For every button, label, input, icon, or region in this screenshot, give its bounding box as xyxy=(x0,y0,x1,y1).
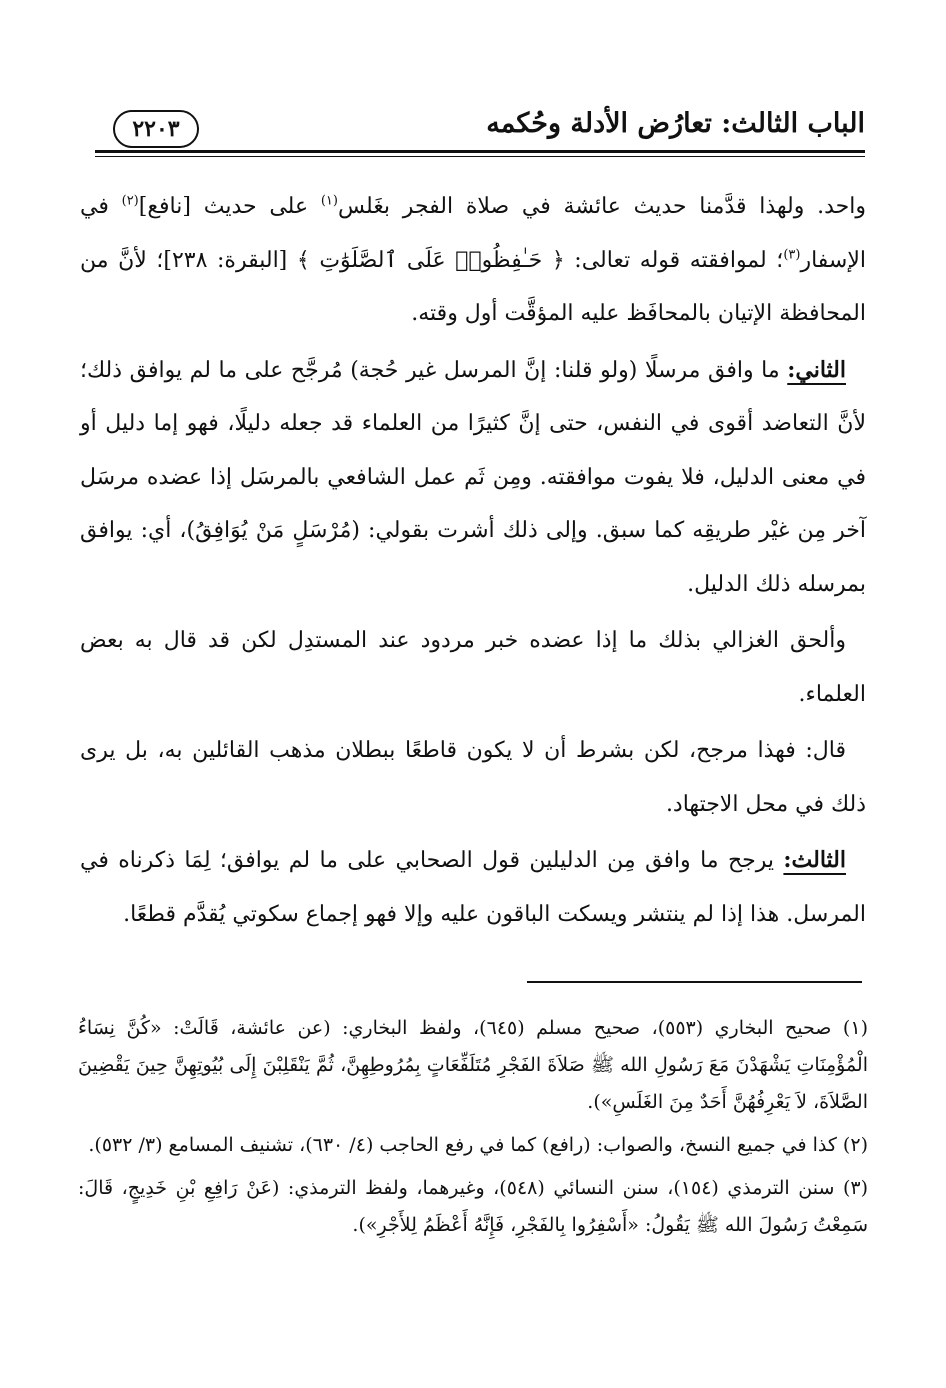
paragraph-1 xyxy=(80,180,866,341)
paragraph-4: قال: فهذا مرجح، لكن بشرط أن لا يكون قاطعًا ببطلان مذهب القائلين به، بل يرى ذلك في محل الاجتهاد. xyxy=(80,738,866,817)
main-text xyxy=(80,180,866,944)
paragraph-1-text-2: على حديث [نافع] xyxy=(138,194,321,219)
paragraph-2-lead: الثاني: xyxy=(787,356,846,383)
paragraph-1-text-1: واحد. ولهذا قدَّمنا حديث عائشة في صلاة الفجر بغَلس xyxy=(337,194,866,219)
paragraph-2 xyxy=(80,344,866,612)
chapter-title: الباب الثالث: تعارُض الأدلة وحُكمه xyxy=(486,108,865,139)
paragraph-5-text: يرجح ما وافق مِن الدليلين قول الصحابي على ما لم يوافق؛ لِمَا ذكرناه في المرسل. هذا إذا لم ينتشر ويسكت الباقون عليه وإلا فهو إجماع سكوتي يُقدَّم قطعًا. xyxy=(80,848,866,927)
paragraph-5 xyxy=(80,834,866,941)
page-header xyxy=(95,100,865,148)
page-number: ٢٢٠٣ xyxy=(113,110,199,148)
paragraph-1-text-4: ؛ لموافقته قوله تعالى: ﴿ حَـٰفِظُوا۟ عَلَى ٱلصَّلَوَٰتِ ﴾ [البقرة: ٢٣٨]؛ لأنَّ من المحافظة الإتيان بالمحافَظ عليه المؤقَّت أول وقته. xyxy=(80,247,866,326)
footnote-3: (٣) سنن الترمذي (١٥٤)، سنن النسائي (٥٤٨)، وغيرهما، ولفظ الترمذي: (عَنْ رَافِعِ بْنِ خَدِيجٍ، قَالَ: سَمِعْتُ رَسُولَ الله ﷺ يَقُولُ: «أَسْفِرُوا بِالفَجْرِ، فَإِنَّهُ أَعْظَمُ لِلأَجْرِ»). xyxy=(78,1177,869,1236)
header-rule-thick xyxy=(95,150,865,153)
footnote-separator xyxy=(527,981,862,983)
header-rule-thin xyxy=(95,156,865,157)
footnotes xyxy=(78,1010,868,1250)
footnote-marker-1: (١) xyxy=(320,193,338,209)
paragraph-3: وألحق الغزالي بذلك ما إذا عضده خبر مردود عند المستدِل لكن قد قال به بعض العلماء. xyxy=(80,628,866,707)
paragraph-1-text-3: في الإسفار xyxy=(80,194,867,273)
footnote-1: (١) صحيح البخاري (٥٥٣)، صحيح مسلم (٦٤٥)، ولفظ البخاري: (عن عائشة، قَالَتْ: «كُنَّ نِسَاءُ الْمُؤْمِنَاتِ يَشْهَدْنَ مَعَ رَسُولِ الله ﷺ صَلاَةَ الفَجْرِ مُتَلَفِّعَاتٍ بِمُرُوطِهِنَّ، ثُمَّ يَنْقَلِبْنَ إِلَى بُيُوتِهِنَّ حِينَ يَقْضِينَ الصَّلاَةَ، لاَ يَعْرِفُهُنَّ أَحَدٌ مِنَ الغَلَسِ»). xyxy=(78,1017,868,1113)
paragraph-5-lead: الثالث: xyxy=(783,847,846,873)
footnote-marker-3: (٣) xyxy=(783,247,801,263)
footnote-2: (٢) كذا في جميع النسخ، والصواب: (رافع) كما في رفع الحاجب (٤/ ٦٣٠)، تشنيف المسامع (٣/ ٥٣٢). xyxy=(88,1134,868,1156)
paragraph-2-text: ما وافق مرسلًا (ولو قلنا: إنَّ المرسل غير حُجة) مُرجَّح على ما لم يوافق ذلك؛ لأنَّ التعاضد أقوى في النفس، حتى إنَّ كثيرًا من العلماء قد جعله دليلًا، فهو إما دليل أو في معنى الدليل، فلا يفوت موافقته. ومِن ثَم عمل الشافعي بالمرسَل إذا عضده مرسَل آخر مِن غيْر طريقِه كما سبق. وإلى ذلك أشرت بقولي: (مُرْسَلٍ مَنْ يُوَافِقُ)، أي: يوافق بمرسله ذلك الدليل. xyxy=(80,357,866,597)
footnote-marker-2: (٢) xyxy=(121,193,139,209)
